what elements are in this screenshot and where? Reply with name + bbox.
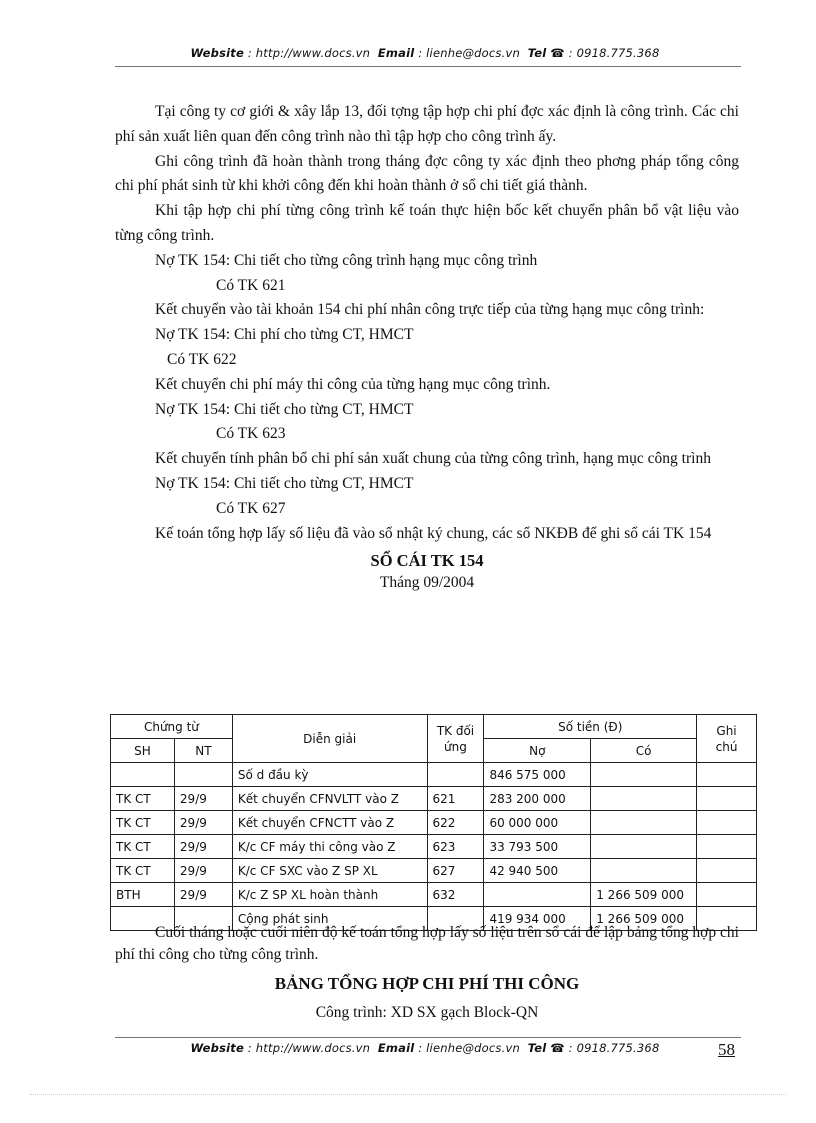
paragraph: Kết chuyển chi phí máy thi công của từng hạng mục công trình. [155,375,551,393]
footer-divider [115,1037,741,1038]
table-row [111,763,757,787]
cell-note [697,811,757,835]
document-body [115,100,739,592]
header-account [427,715,484,763]
cell-acct: 632 [427,883,484,907]
cell-debit: 419 934 000 [484,907,591,931]
email-label: Email [377,1041,415,1055]
entry-credit: Có TK 622 [167,350,237,368]
header-sh: SH [111,739,175,763]
cell-credit: 1 266 509 000 [591,907,697,931]
page-bottom-dotted-line [30,1094,786,1095]
website-label: Website [190,1041,244,1055]
cell-nt: 29/9 [174,835,232,859]
cell-debit: 42 940 500 [484,859,591,883]
cell-debit: 33 793 500 [484,835,591,859]
cell-desc: Kết chuyển CFNCTT vào Z [232,811,427,835]
cell-note [697,883,757,907]
header-nt: NT [174,739,232,763]
website-url[interactable]: : http://www.docs.vn [247,46,371,60]
table-row [111,811,757,835]
summary-title: BẢNG TỔNG HỢP CHI PHÍ THI CÔNG [274,974,580,993]
cell-credit [591,787,697,811]
header-note-line1: Ghi [716,723,737,738]
project-line: Công trình: XD SX gạch Block-QN [315,1003,539,1021]
paragraph: Kế toán tổng hợp lấy số liệu đã vào sổ nhật ký chung, các sổ NKĐB để ghi sổ cái TK 154 [155,524,712,542]
website-label: Website [190,46,244,60]
ledger-subtitle: Tháng 09/2004 [379,574,475,592]
paragraph: Tại công ty cơ giới & xây lắp 13, đối tợng tập hợp chi phí đợc xác định là công trình. Các chi phí sản xuất liên quan đến công trình nào thì tập hợp cho công trình ấy. [115,103,739,145]
header-amount: Số tiền (Đ) [484,715,697,739]
cell-nt: 29/9 [174,883,232,907]
cell-sh: BTH [111,883,175,907]
table-row [111,883,757,907]
cell-desc: K/c CF SXC vào Z SP XL [232,859,427,883]
header-credit: Có [591,739,697,763]
phone-icon: ☎ [550,1041,565,1055]
cell-credit: 1 266 509 000 [591,883,697,907]
email-address[interactable]: : lienhe@docs.vn [418,1041,520,1055]
cell-nt [174,763,232,787]
email-label: Email [377,46,415,60]
header-voucher: Chứng từ [111,715,233,739]
tel-number: : 0918.775.368 [568,46,660,60]
header-note-line2: chú [715,739,738,754]
cell-nt: 29/9 [174,787,232,811]
cell-acct: 623 [427,835,484,859]
website-url[interactable]: : http://www.docs.vn [247,1041,371,1055]
table-row [111,835,757,859]
header-debit: Nợ [484,739,591,763]
entry-debit: Nợ TK 154: Chi tiết cho từng CT, HMCT [155,474,414,492]
cell-debit [484,883,591,907]
cell-sh [111,763,175,787]
cell-credit [591,859,697,883]
phone-icon: ☎ [550,46,565,60]
tel-label: Tel [527,46,547,60]
page-number: 58 [718,1040,735,1059]
cell-desc: Số d đầu kỳ [232,763,427,787]
cell-credit [591,811,697,835]
cell-sh: TK CT [111,835,175,859]
cell-note [697,763,757,787]
cell-sh: TK CT [111,811,175,835]
cell-note [697,835,757,859]
cell-debit: 846 575 000 [484,763,591,787]
cell-desc: Cộng phát sinh [232,907,427,931]
entry-debit: Nợ TK 154: Chi tiết cho từng công trình hạng mục công trình [155,251,538,269]
page-footer [110,1041,740,1055]
cell-acct: 622 [427,811,484,835]
cell-desc: Kết chuyển CFNVLTT vào Z [232,787,427,811]
table-row [111,859,757,883]
cell-note [697,787,757,811]
header-account-line1: TK đối [436,723,475,738]
paragraph: Kết chuyển tính phân bổ chi phí sản xuất chung của từng công trình, hạng mục công trình [155,450,711,468]
paragraph: Kết chuyển vào tài khoản 154 chi phí nhân công trực tiếp của từng hạng mục công trình: [155,301,705,319]
entry-debit: Nợ TK 154: Chi tiết cho từng CT, HMCT [155,400,414,418]
cell-desc: K/c Z SP XL hoàn thành [232,883,427,907]
table-row [111,787,757,811]
header-description: Diễn giải [232,715,427,763]
entry-credit: Có TK 623 [216,425,286,443]
cell-nt: 29/9 [174,811,232,835]
entry-credit: Có TK 621 [216,276,286,294]
paragraph: Cuối tháng hoặc cuối niên độ kế toán tổng hợp lấy số liệu trên sổ cái để lập bảng tổng hợp chi phí thi công cho từng công trình. [115,924,739,963]
entry-debit: Nợ TK 154: Chi phí cho từng CT, HMCT [155,326,414,344]
cell-acct: 621 [427,787,484,811]
cell-debit: 60 000 000 [484,811,591,835]
page-header [110,46,740,60]
cell-acct [427,763,484,787]
cell-desc: K/c CF máy thi công vào Z [232,835,427,859]
cell-note [697,859,757,883]
tel-number: : 0918.775.368 [568,1041,660,1055]
entry-credit: Có TK 627 [216,499,286,517]
paragraph: Ghi công trình đã hoàn thành trong tháng đợc công ty xác định theo phơng pháp tổng công chi phí phát sinh từ khi khởi công đến khi hoàn thành ở sổ chi tiết giá thành. [115,152,739,195]
tel-label: Tel [527,1041,547,1055]
email-address[interactable]: : lienhe@docs.vn [418,46,520,60]
header-divider [115,66,741,67]
paragraph: Khi tập hợp chi phí từng công trình kế toán thực hiện bốc kết chuyển phân bổ vật liệu vào từng công trình. [115,202,739,244]
ledger-table [110,714,757,931]
ledger-title: SỔ CÁI TK 154 [370,551,484,571]
cell-nt: 29/9 [174,859,232,883]
cell-acct: 627 [427,859,484,883]
cell-sh: TK CT [111,859,175,883]
cell-sh: TK CT [111,787,175,811]
closing-section [115,922,739,1026]
header-account-line2: ứng [444,739,467,754]
header-note [697,715,757,763]
cell-credit [591,763,697,787]
cell-debit: 283 200 000 [484,787,591,811]
cell-credit [591,835,697,859]
